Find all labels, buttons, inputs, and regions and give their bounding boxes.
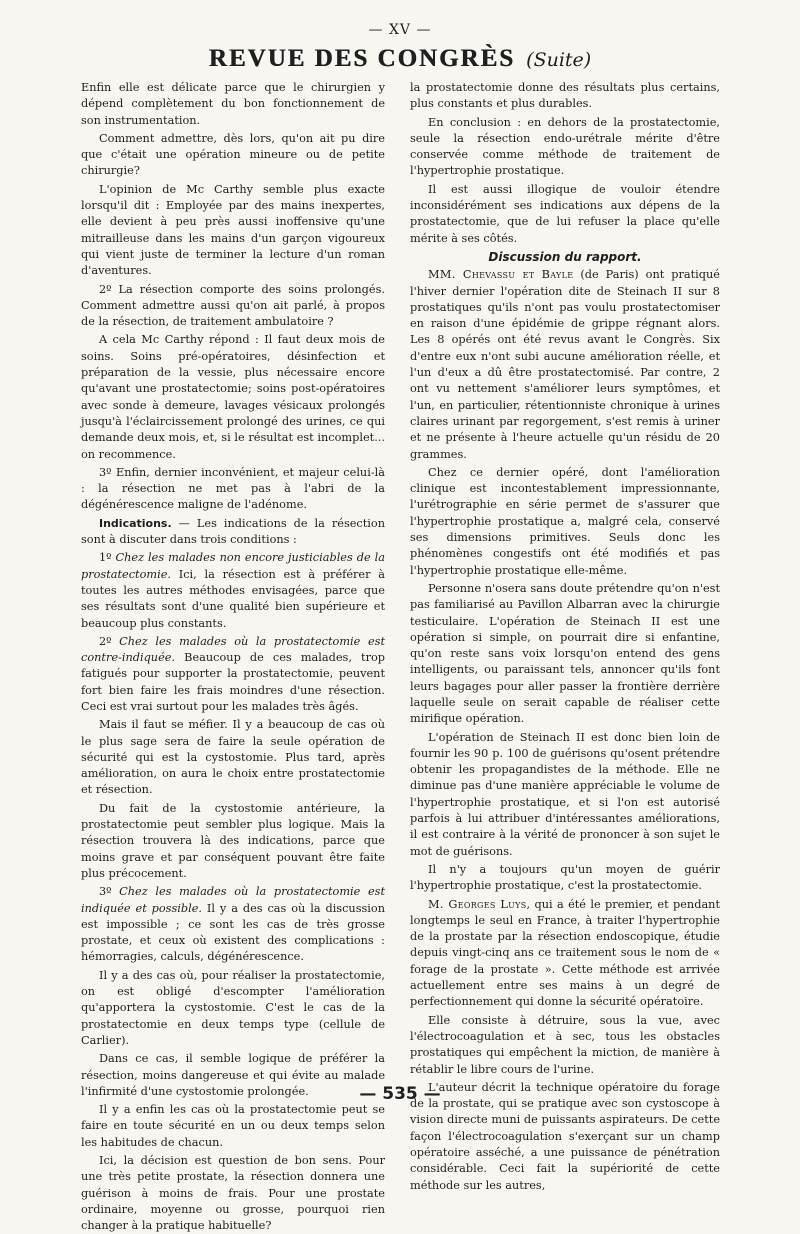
top-folio: — XV — [368,22,432,38]
item-number: 3º [99,885,120,899]
paragraph: Ici, la décision est question de bon sens. Pour une très petite prostate, la résection donnera une guérison à moins de frais. Pour une prostate ordinaire, moyenne ou grosse, pourquoi rien changer à la pratique habituelle? [81,1154,385,1233]
paragraph: Du fait de la cystostomie antérieure, la prostatectomie peut sembler plus logique. Mais la résection trouvera là des indications, parce que moins grave et par conséquent pouvant être faite plus précocement. [81,801,385,880]
page-number: — 535 — [359,1084,441,1104]
paragraph: L'opinion de Mc Carthy semble plus exacte lorsqu'il dit : Employée par des mains inexpertes, elle devient à peu près aussi inoffensive qu'une mitrailleuse dans les mains d'un garçon vigoureux qui vient juste de terminer la lecture d'un roman d'aventures. [81,182,385,278]
indications-text: — Les indications de la résection sont à discuter dans trois conditions : [81,516,385,547]
indications-label: Indications. [99,516,172,530]
paragraph: Chez ce dernier opéré, dont l'amélioration clinique est incontestablement impressionnante, l'urétrographie en série permet de s'assurer que l'hypertrophie prostatique a, malgré cela, conservé ses dimensions primitives. Seuls donc les phénomènes congestifs ont été modifiés et pas l'hypertrophie prostatique elle-même. [410,465,720,577]
item-number: 2º [99,634,120,648]
paragraph-indications [81,516,385,549]
item-heading: Chez les malades non encore justiciables de la prostatectomie. [81,551,386,581]
item-heading: Chez les malades où la prostatectomie est contre-indiquée. [81,634,385,665]
paragraph: Dans ce cas, il semble logique de préférer la résection, moins dangereuse et qui évite au malade l'infirmité d'une cystostomie prolongée. [81,1052,385,1098]
paragraph [410,267,720,463]
paragraph [81,634,385,715]
paragraph [81,550,385,631]
paragraph: Il y a enfin les cas où la prostatectomie peut se faire en toute sécurité en un ou deux temps selon les habitudes de chacun. [81,1103,385,1149]
author-name: M. Georges Luys [428,897,527,911]
page-header [0,45,800,73]
paragraph: Il est aussi illogique de vouloir étendre inconsidérément ses indications aux dépens de la prostatectomie, que de lui refuser la place qu'elle mérite à ses côtés. [410,182,720,245]
paragraph: L'opération de Steinach II est donc bien loin de fournir les 90 p. 100 de guérisons qu'osent prétendre obtenir les propagandistes de la méthode. Elle ne diminue pas d'une manière appréciable le volume de l'hypertrophie prostatique, et si l'on est autorisé parfois à lui attribuer d'intéressantes améliorations, il est contraire à la vérité de prononcer à son sujet le mot de guérisons. [410,730,720,858]
section-title: Discussion du rapport. [488,249,642,264]
paragraph [410,897,720,1011]
paragraph: Enfin elle est délicate parce que le chirurgien y dépend complètement du bon fonctionnement de son instrumentation. [81,81,385,127]
paragraph: Mais il faut se méfier. Il y a beaucoup de cas où le plus sage sera de faire la seule opération de sécurité qui est la cystostomie. Plus tard, après amélioration, on aura le choix entre prostatectomie et résection. [81,718,385,797]
item-number: 1º [99,551,116,565]
paragraph: 3º Enfin, dernier inconvénient, et majeur celui-là : la résection ne met pas à l'abri de la dégénérescence maligne de l'adénome. [81,465,385,512]
item-text: Il y a des cas où la discussion est impossible ; ce sont les cas de très grosse prostate, et ceux où existent des complications : hémorragies, calculs, dégénérescence. [81,901,385,964]
paragraph: la prostatectomie donne des résultats plus certains, plus constants et plus durables. [410,81,720,111]
item-text: Beaucoup de ces malades, trop fatigués pour supporter la prostatectomie, peuvent fort bien faire les frais moindres d'une résection. Ceci est vrai surtout pour les malades très âgés. [81,651,385,713]
paragraph [81,884,385,965]
paragraph: 2º La résection comporte des soins prolongés. Comment admettre aussi qu'on ait parlé, à propos de la résection, de traitement ambulatoire ? [81,282,385,329]
item-text: Ici, la résection est à préférer à toutes les autres méthodes envisagées, parce que ses résultats sont d'une qualité bien supérieure et beaucoup plus constants. [81,567,385,630]
header-title: REVUE DES CONGRÈS [208,45,516,72]
paragraph: Personne n'osera sans doute prétendre qu'on n'est pas familiarisé au Pavillon Albarran avec la chirurgie testiculaire. L'opération de Steinach II est une opération si simple, on pourrait dire si enfantine, qu'on reste sans voix lorsqu'on entend des gens intelligents, ou paraissant tels, annoncer qu'ils font leurs bagages pour aller passer la frontière derrière laquelle seule on serait capable de réaliser cette mirifique opération. [410,581,720,726]
paragraph: Comment admettre, dès lors, qu'on ait pu dire que c'était une opération mineure ou de petite chirurgie? [81,131,385,178]
paragraph: L'auteur décrit la technique opératoire du forage de la prostate, qui se pratique avec son cystoscope à vision directe muni de puissants aspirateurs. De cette façon l'électrocoagulation s'exerçant sur un champ opératoire asséché, a une puissance de pénétration considérable. Ceci fait la supériorité de cette méthode sur les autres, [410,1080,720,1192]
header-suite: (Suite) [526,49,592,71]
paragraph-text: (de Paris) ont pratiqué l'hiver dernier l'opération dite de Steinach II sur 8 prostatiques qu'ils n'ont pas voulu prostatectomiser en raison d'une épidémie de grippe régnant alors. Les 8 opérés ont été revus avant le Congrès. Six d'entre eux n'ont subi aucune amélioration réelle, et l'un d'eux a dû être prostatectomisé. Par contre, 2 ont vu nettement s'améliorer leurs symptômes, et l'un, en particulier, rétentionniste chronique à urines claires urinant par regorgement, s'est remis à uriner et ne présente à l'heure actuelle qu'un résidu de 20 grammes. [410,268,720,461]
right-column [410,80,720,1192]
paragraph-text: , qui a été le premier, et pendant longtemps le seul en France, à traiter l'hypertrophie de la prostate par la résection endoscopique, étudie depuis vingt-cinq ans ce traitement sous le nom de « forage de la prostate ». Cette méthode est arrivée actuellement entre ses mains à un degré de perfectionnement qui donne la sécurité opératoire. [410,897,720,1009]
paragraph: En conclusion : en dehors de la prostatectomie, seule la résection endo-urétrale mérite d'être conservée comme méthode de traitement de l'hypertrophie prostatique. [410,115,720,178]
author-names: MM. Chevassu et Bayle [428,268,574,282]
paragraph: Elle consiste à détruire, sous la vue, avec l'électrocoagulation et à sec, tous les obstacles prostatiques qui empêchent la miction, de manière à rétablir le libre cours de l'urine. [410,1013,720,1076]
paragraph: Il y a des cas où, pour réaliser la prostatectomie, on est obligé d'escompter l'amélioration qu'apportera la cystostomie. C'est le cas de la prostatectomie en deux temps type (cellule de Carlier). [81,968,385,1047]
item-heading: Chez les malades où la prostatectomie est indiquée et possible. [81,885,385,915]
left-column [81,80,386,1233]
paragraph: A cela Mc Carthy répond : Il faut deux mois de soins. Soins pré-opératoires, désinfection et préparation de la vessie, plus nécessaire encore qu'avant une prostatectomie; soins post-opératoires avec sonde à demeure, lavages vésicaux prolongés jusqu'à l'éclaircissement prolongé des urines, ce qui demande deux mois, et, si le résultat est incomplet... on recommence. [81,333,385,461]
paragraph: Il n'y a toujours qu'un moyen de guérir l'hypertrophie prostatique, c'est la prostatectomie. [410,862,720,893]
